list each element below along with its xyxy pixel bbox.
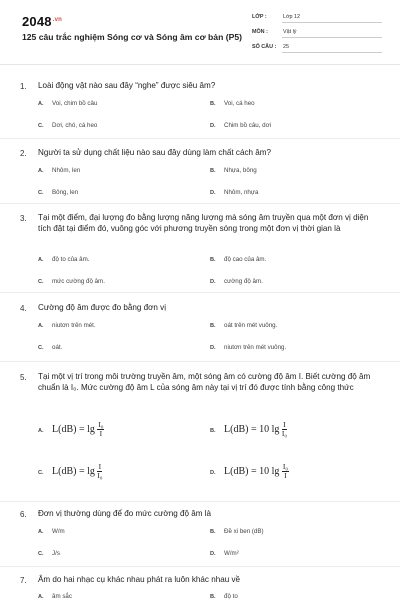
option-c[interactable]: C. J/s <box>38 550 60 557</box>
option-c[interactable]: C. L(dB) = lg $\frac{I}{\text{I₀}}$ <box>38 462 103 480</box>
option-a[interactable]: A. L(dB) = lg $\frac{\text{I₀}}{I}$ <box>38 420 104 438</box>
header-divider <box>0 64 400 65</box>
question-text: Loài động vật nào sau đây “nghe” được siêu âm? <box>38 81 216 90</box>
divider <box>0 501 400 502</box>
option-b[interactable]: B. L(dB) = 10 lg $\frac{I}{\text{I₀}}$ <box>210 420 287 438</box>
option-d[interactable]: D. Nhôm, nhựa <box>210 189 259 196</box>
divider <box>0 361 400 362</box>
question-text: Tại một điểm, đại lượng đo bằng lượng năng lượng mà sóng âm truyền qua một đơn vị diện tích đặt tại điểm đó, vuông góc với phương truyền sóng trong một đơn vị thời gian là <box>38 213 369 233</box>
question-number: 1. <box>20 82 27 91</box>
question-number: 4. <box>20 304 27 313</box>
option-d[interactable]: D. W/m² <box>210 550 239 557</box>
option-c[interactable]: C. Bông, len <box>38 189 79 196</box>
divider <box>0 138 400 139</box>
divider <box>0 292 400 293</box>
question-number: 6. <box>20 510 27 519</box>
site-logo[interactable]: $2048^{.vn}$ <box>22 14 63 29</box>
question-text: Đơn vị thường dùng để đo mức cường độ âm là <box>38 509 212 518</box>
meta-class: LỚP : Lớp 12 <box>252 14 300 20</box>
option-d[interactable]: D. Chim bồ câu, dơi <box>210 122 272 129</box>
option-c[interactable]: C. Dơi, chó, cá heo <box>38 122 98 129</box>
option-c[interactable]: C. mức cường độ âm. <box>38 278 105 285</box>
meta-subject: MÔN : Vật lý <box>252 29 296 35</box>
question-number: 5. <box>20 373 27 382</box>
option-a[interactable]: A. độ to của âm. <box>38 256 90 263</box>
option-c[interactable]: C. oát. <box>38 344 63 351</box>
option-b[interactable]: B. oát trên mét vuông. <box>210 322 278 329</box>
divider <box>0 203 400 204</box>
exam-title: 125 câu trắc nghiệm Sóng cơ và Sóng âm cơ bản (P5) <box>22 32 242 42</box>
option-a[interactable]: A. Nhôm, len <box>38 167 81 174</box>
question-text: Cường độ âm được đo bằng đơn vị <box>38 303 166 312</box>
option-d[interactable]: D. L(dB) = 10 lg $\frac{\text{I₀}}{I}$ <box>210 462 288 480</box>
question-number: 2. <box>20 149 27 158</box>
meta-question-count: SỐ CÂU : 25 <box>252 44 289 50</box>
option-b[interactable]: B. Nhựa, bông <box>210 167 257 174</box>
option-a[interactable]: A. W/m <box>38 528 65 535</box>
question-number: 7. <box>20 576 27 585</box>
option-b[interactable]: B. độ to <box>210 593 238 600</box>
option-a[interactable]: A. Voi, chim bồ câu <box>38 100 98 107</box>
option-b[interactable]: B. Voi, cá heo <box>210 100 255 107</box>
option-d[interactable]: D. niutơn trên mét vuông. <box>210 344 287 351</box>
option-a[interactable]: A. âm sắc <box>38 593 72 600</box>
page-header <box>0 0 400 60</box>
question-text: Người ta sử dụng chất liệu nào sau đây dùng làm chất cách âm? <box>38 148 272 157</box>
divider <box>0 566 400 567</box>
question-text: Âm do hai nhạc cụ khác nhau phát ra luôn khác nhau về <box>38 575 241 584</box>
option-d[interactable]: D. cường độ âm. <box>210 278 263 285</box>
question-number: 3. <box>20 214 27 223</box>
option-b[interactable]: B. độ cao của âm. <box>210 256 267 263</box>
question-text: Tại một vị trí trong môi trường truyền âm, một sóng âm có cường độ âm I. Biết cường độ âm chuẩn là I₀. Mức cường độ âm L của sóng âm này tại vị trí đó được tính bằng công thức <box>38 372 371 392</box>
option-b[interactable]: B. Đề xi ben (dB) <box>210 528 264 535</box>
option-a[interactable]: A. niutơn trên mét. <box>38 322 96 329</box>
